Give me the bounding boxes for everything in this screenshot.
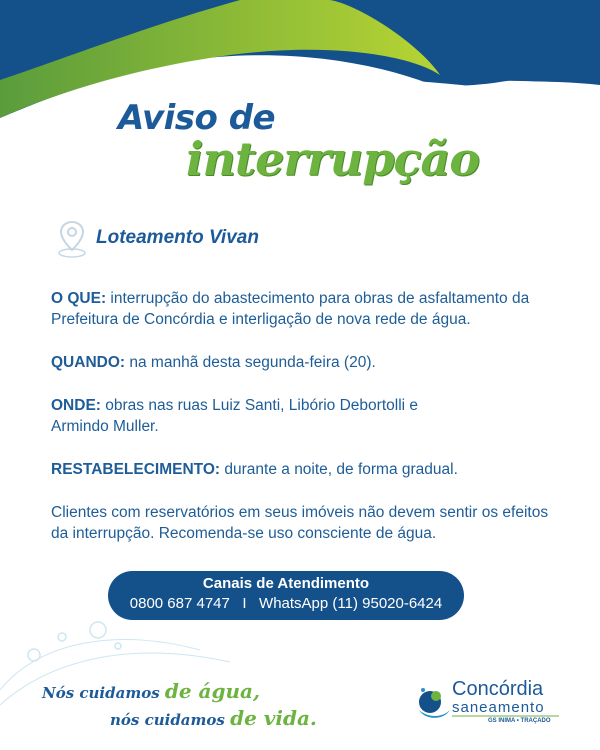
section-where: [51, 395, 451, 437]
location-row: [56, 218, 259, 258]
section-when: [51, 352, 551, 373]
slogan-highlight: de água,: [164, 679, 260, 703]
map-pin-icon: [56, 218, 88, 258]
logo-name: Concórdia: [452, 678, 544, 700]
section-text: obras nas ruas Luiz Santi, Libório Debortolli e Armindo Muller.: [51, 397, 419, 435]
section-text: durante a noite, de forma gradual.: [220, 461, 458, 478]
note-text: Clientes com reservatórios em seus imóveis não devem sentir os efeitos da interrupção. Recomenda-se uso consciente de água.: [51, 504, 549, 542]
section-what: [51, 288, 551, 330]
slogan-line2: [110, 706, 317, 730]
slogan-text: nós cuidamos: [110, 711, 231, 729]
section-label: QUANDO:: [51, 354, 126, 371]
section-label: O QUE:: [51, 290, 107, 307]
slogan-text: Nós cuidamos: [42, 684, 165, 702]
logo-tagline: GS INIMA • TRAÇADO: [488, 718, 551, 724]
logo-subtitle: saneamento: [452, 699, 545, 716]
section-label: RESTABELECIMENTO:: [51, 461, 221, 478]
slogan-line1: [42, 679, 260, 703]
title-line1: Aviso de: [118, 98, 276, 138]
section-text: interrupção do abastecimento para obras de asfaltamento da Prefeitura de Concórdia e interligação de nova rede de água.: [51, 290, 530, 328]
contact-title: Canais de Atendimento: [202, 575, 370, 592]
section-restore: [51, 459, 551, 480]
contact-channels-box: [108, 571, 464, 620]
location-name: Loteamento Vivan: [96, 227, 259, 248]
slogan-highlight: de vida.: [230, 706, 317, 730]
notice-body: [51, 288, 551, 566]
contact-numbers: 0800 687 4747 I WhatsApp (11) 95020-6424: [129, 595, 443, 612]
title-line2: interrupção: [186, 132, 480, 186]
section-text: na manhã desta segunda-feira (20).: [125, 354, 376, 371]
section-label: ONDE:: [51, 397, 101, 414]
